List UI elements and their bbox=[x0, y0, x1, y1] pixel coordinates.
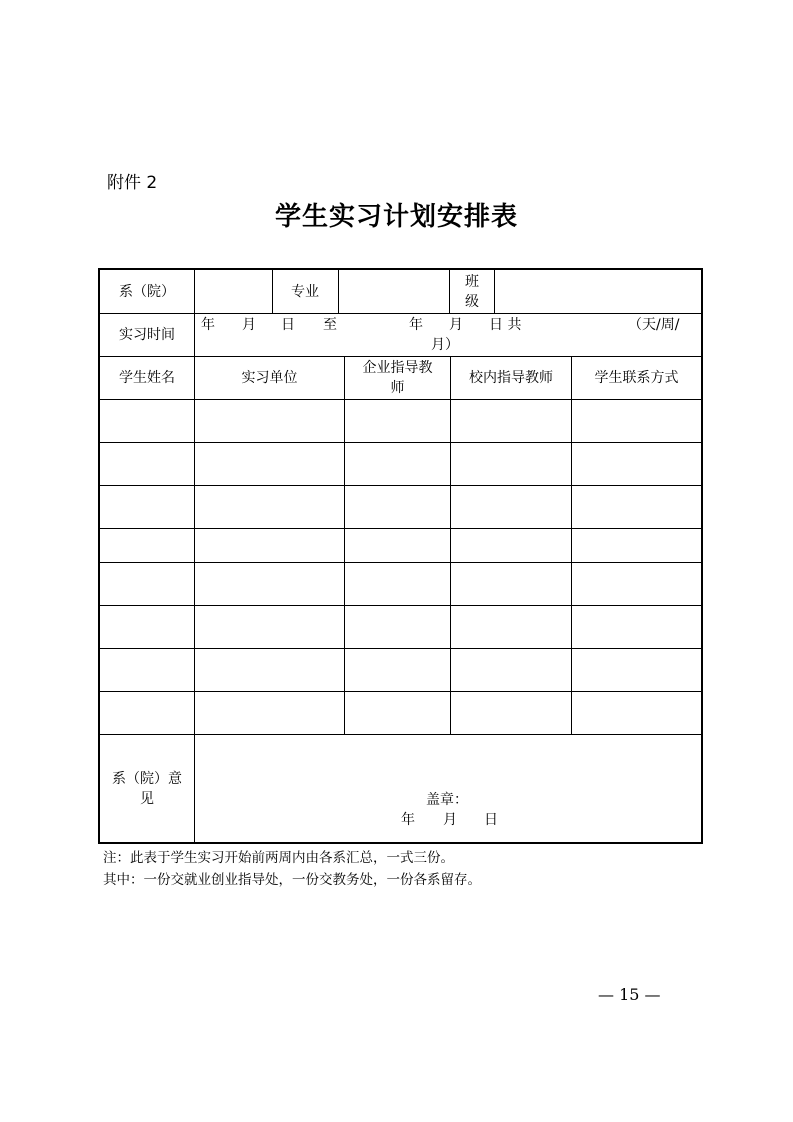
dept-label: 系（院） bbox=[119, 283, 175, 300]
company-mentor-cell[interactable] bbox=[345, 400, 450, 442]
dept-opinion-label: 系（院）意 见 bbox=[112, 770, 182, 807]
internship-plan-table bbox=[98, 268, 703, 844]
internship-unit-cell[interactable] bbox=[195, 529, 344, 562]
company-mentor-cell[interactable] bbox=[345, 606, 450, 648]
school-mentor-cell[interactable] bbox=[451, 486, 571, 528]
dept-input[interactable] bbox=[195, 270, 272, 313]
school-mentor-cell[interactable] bbox=[451, 400, 571, 442]
student-contact-cell[interactable] bbox=[572, 400, 701, 442]
student-name-cell[interactable] bbox=[100, 606, 194, 648]
internship-unit-cell[interactable] bbox=[195, 692, 344, 734]
header-student-name: 学生姓名 bbox=[119, 369, 175, 386]
company-mentor-cell[interactable] bbox=[345, 529, 450, 562]
school-mentor-cell[interactable] bbox=[451, 649, 571, 691]
internship-unit-cell[interactable] bbox=[195, 400, 344, 442]
major-input[interactable] bbox=[339, 270, 449, 313]
company-mentor-cell[interactable] bbox=[345, 563, 450, 605]
company-mentor-cell[interactable] bbox=[345, 443, 450, 485]
student-contact-cell[interactable] bbox=[572, 529, 701, 562]
student-name-cell[interactable] bbox=[100, 529, 194, 562]
internship-unit-cell[interactable] bbox=[195, 443, 344, 485]
student-name-cell[interactable] bbox=[100, 486, 194, 528]
header-student-contact: 学生联系方式 bbox=[594, 369, 679, 386]
student-contact-cell[interactable] bbox=[572, 692, 701, 734]
student-contact-cell[interactable] bbox=[572, 606, 701, 648]
school-mentor-cell[interactable] bbox=[451, 529, 571, 562]
student-contact-cell[interactable] bbox=[572, 563, 701, 605]
internship-time-field[interactable]: 年 月 日 至 年 月 日 共 （天/周/ 月） bbox=[201, 317, 680, 353]
class-label: 班 级 bbox=[465, 273, 479, 310]
school-mentor-cell[interactable] bbox=[451, 563, 571, 605]
internship-time-label: 实习时间 bbox=[119, 326, 175, 343]
school-mentor-cell[interactable] bbox=[451, 692, 571, 734]
company-mentor-cell[interactable] bbox=[345, 486, 450, 528]
header-internship-unit: 实习单位 bbox=[241, 369, 298, 386]
student-contact-cell[interactable] bbox=[572, 443, 701, 485]
seal-label: 盖章： bbox=[426, 792, 468, 808]
internship-unit-cell[interactable] bbox=[195, 606, 344, 648]
note-line-2: 其中：一份交就业创业指导处，一份交教务处，一份各系留存。 bbox=[103, 872, 481, 888]
school-mentor-cell[interactable] bbox=[451, 606, 571, 648]
student-name-cell[interactable] bbox=[100, 649, 194, 691]
note-line-1: 注：此表于学生实习开始前两周内由各系汇总，一式三份。 bbox=[103, 850, 454, 866]
internship-unit-cell[interactable] bbox=[195, 486, 344, 528]
header-company-mentor: 企业指导教 师 bbox=[362, 359, 433, 396]
internship-unit-cell[interactable] bbox=[195, 563, 344, 605]
school-mentor-cell[interactable] bbox=[451, 443, 571, 485]
company-mentor-cell[interactable] bbox=[345, 649, 450, 691]
internship-unit-cell[interactable] bbox=[195, 649, 344, 691]
student-name-cell[interactable] bbox=[100, 400, 194, 442]
student-contact-cell[interactable] bbox=[572, 486, 701, 528]
major-label: 专业 bbox=[291, 283, 319, 300]
header-school-mentor: 校内指导教师 bbox=[469, 369, 553, 386]
form-title: 学生实习计划安排表 bbox=[274, 202, 518, 232]
student-name-cell[interactable] bbox=[100, 563, 194, 605]
company-mentor-cell[interactable] bbox=[345, 692, 450, 734]
student-contact-cell[interactable] bbox=[572, 649, 701, 691]
class-input[interactable] bbox=[495, 270, 701, 313]
page-number: — 15 — bbox=[598, 985, 661, 1004]
attachment-label: 附件 2 bbox=[107, 173, 158, 193]
dept-opinion-field[interactable]: 盖章： 年 月 日 bbox=[401, 792, 498, 828]
student-name-cell[interactable] bbox=[100, 692, 194, 734]
student-name-cell[interactable] bbox=[100, 443, 194, 485]
